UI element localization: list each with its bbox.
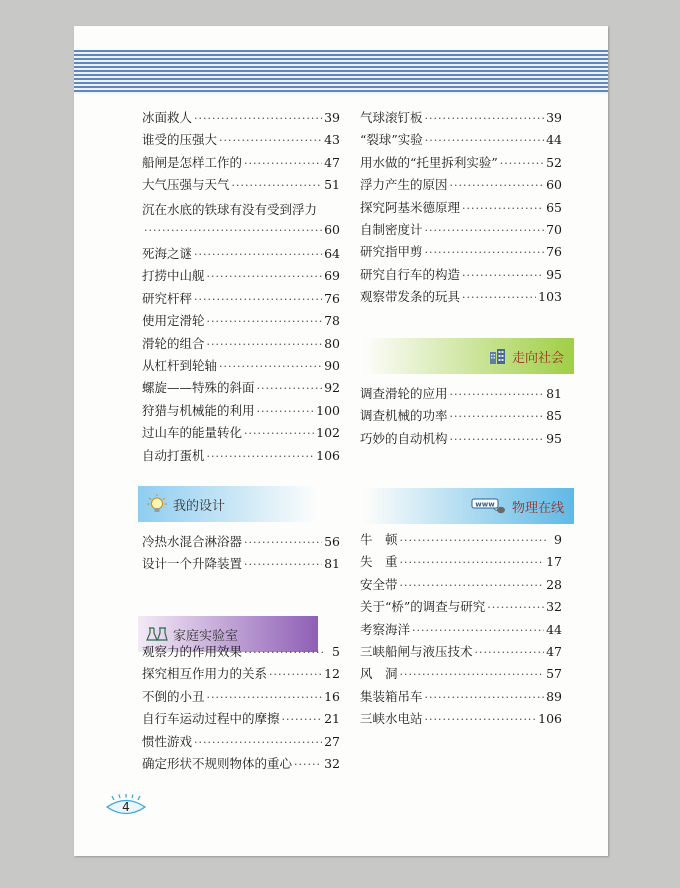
toc-page-number: 9 [554,532,562,547]
banner-label: 走向社会 [511,350,564,366]
toc-entry[interactable] [142,687,340,707]
toc-entry-title: 调查机械的功率 [360,408,448,424]
dot-leader [194,112,322,125]
dot-leader [425,713,537,726]
book-page [74,26,608,856]
dot-leader [425,224,545,237]
toc-entry[interactable] [142,108,340,128]
toc-entry-title: 巧妙的自动机构 [360,430,448,446]
toc-page-number: 95 [546,266,562,282]
online-banner [364,488,574,524]
banner-label: 家庭实验室 [173,628,239,644]
toc-page-number: 51 [324,177,340,193]
toc-entry[interactable] [142,289,340,309]
dot-leader [462,291,536,304]
dot-leader [194,293,322,306]
toc-page-number: 47 [546,644,562,659]
toc-entry[interactable] [360,687,562,707]
toc-page-number: 106 [538,711,562,727]
toc-entry-title: 不倒的小丑 [142,688,205,704]
toc-page-number: 32 [324,756,340,771]
toc-entry-title: 大气压强与天气 [142,177,230,193]
dot-leader [207,450,315,463]
toc-entry-wrap-title[interactable]: 沉在水底的铁球有没有受到浮力 [142,202,318,217]
dot-leader [425,134,544,147]
toc-page-number: 39 [324,110,340,125]
toc-entry[interactable] [360,130,562,150]
toc-entry[interactable] [360,429,562,449]
dot-leader [257,405,315,418]
toc-entry[interactable] [360,198,562,218]
toc-entry-title: 自动打蛋机 [142,447,205,463]
toc-entry-title: 自制密度计 [360,222,423,237]
toc-page-number: 60 [324,222,340,237]
dot-leader [244,646,324,659]
toc-entry-title: 考察海洋 [360,621,411,637]
toc-page-number: 52 [546,154,562,170]
toc-entry-title: 气球滚钉板 [360,110,423,125]
toc-entry[interactable] [360,575,562,595]
dot-leader [269,668,322,681]
toc-entry[interactable] [142,311,340,331]
dot-leader [194,736,322,749]
toc-entry-title: 风 洞 [360,666,398,682]
toc-entry[interactable] [360,709,562,729]
toc-page-number: 17 [546,554,562,570]
dot-leader [462,202,544,215]
toc-entry-title: 探究相互作用力的关系 [142,666,268,682]
toc-entry[interactable] [142,732,340,752]
toc-page-number: 5 [332,644,340,659]
dot-leader [244,427,314,440]
dot-leader [400,579,545,592]
dot-leader [294,758,322,771]
dot-leader [207,270,323,283]
toc-page-number: 81 [546,386,562,401]
toc-entry[interactable] [142,266,340,286]
toc-entry[interactable] [142,244,340,264]
toc-entry-title: 三峡水电站 [360,711,423,727]
toc-entry[interactable] [360,242,562,262]
toc-entry[interactable] [142,334,340,354]
toc-page-number: 44 [546,621,562,637]
toc-entry-title: 狩猎与机械能的利用 [142,402,255,418]
toc-page-number: 69 [324,268,340,284]
dot-leader [282,713,323,726]
toc-entry-title: 研究自行车的构造 [360,266,461,282]
toc-page-number: 70 [546,222,562,237]
toc-entry-title: 谁受的压强大 [142,132,218,148]
dot-leader [244,558,322,571]
toc-page-number: 76 [324,290,340,306]
toc-page-number: 76 [546,244,562,260]
header-stripe-band [74,50,608,94]
dot-leader [219,360,322,373]
society-banner [364,338,574,374]
lightbulb-icon [146,493,168,515]
toc-entry[interactable] [360,530,562,550]
toc-page-number: 81 [324,556,340,572]
toc-entry[interactable] [142,153,340,173]
toc-entry-title: 用水做的“托里拆利实验” [360,154,498,170]
toc-entry[interactable] [142,664,340,684]
toc-entry[interactable] [360,664,562,684]
dot-leader [400,556,545,569]
page-number-badge [104,794,148,822]
banner-label: 我的设计 [173,498,226,514]
toc-entry[interactable] [142,754,340,774]
dot-leader [450,179,545,192]
toc-entry[interactable] [360,406,562,426]
dot-leader [400,668,545,681]
toc-entry-title: 使用定滑轮 [142,313,205,329]
toc-page-number: 85 [546,408,562,424]
toc-entry[interactable] [360,552,562,572]
toc-entry-title: 冷热水混合淋浴器 [142,534,243,549]
toc-entry-title: 三峡船闸与液压技术 [360,644,473,659]
toc-entry[interactable] [360,597,562,617]
toc-entry-title: 探究阿基米德原理 [360,199,461,215]
toc-entry[interactable] [142,175,340,195]
toc-entry-title: 观察带发条的玩具 [360,289,461,305]
toc-entry[interactable] [360,108,562,128]
dot-leader [232,179,323,192]
page-number: 4 [122,800,130,814]
toc-page-number: 28 [546,576,562,592]
toc-entry[interactable] [360,642,562,662]
toc-entry-title: 冰面救人 [142,110,193,125]
beaker-icon [146,625,168,643]
dot-leader [450,388,545,401]
toc-entry[interactable] [142,130,340,150]
toc-entry-title: 打捞中山舰 [142,268,205,284]
dot-leader [425,246,545,259]
dot-leader [500,157,544,170]
toc-entry[interactable] [142,554,340,574]
building-icon [489,348,507,364]
toc-entry-title: 调查滑轮的应用 [360,386,448,401]
toc-entry[interactable] [360,175,562,195]
toc-entry-title: 惯性游戏 [142,733,193,749]
toc-entry-title: 过山车的能量转化 [142,425,243,441]
dot-leader [487,601,544,614]
toc-entry-title: 滑轮的组合 [142,335,205,351]
toc-entry-title: 船闸是怎样工作的 [142,154,243,170]
dot-leader [257,382,323,395]
toc-page-number: 103 [538,289,562,305]
toc-page-number: 16 [324,688,340,704]
toc-entry[interactable] [360,265,562,285]
toc-entry-title: 研究杆秤 [142,290,193,306]
banner-label: 物理在线 [511,500,564,516]
toc-entry[interactable] [142,532,340,552]
toc-page-number: 106 [316,447,340,463]
toc-entry[interactable] [142,709,340,729]
dot-leader [462,269,544,282]
dot-leader [412,624,544,637]
toc-entry[interactable] [142,642,340,662]
svg-text:www: www [475,500,495,509]
toc-entry-wrap-dots[interactable] [142,222,340,242]
dot-leader [450,433,545,446]
toc-entry-title: “裂球”实验 [360,132,423,148]
toc-entry-title: 设计一个升降装置 [142,556,243,572]
dot-leader [144,224,322,237]
toc-page-number: 12 [324,666,340,682]
dot-leader [425,112,545,125]
dot-leader [244,157,322,170]
toc-entry[interactable] [142,378,340,398]
toc-page-number: 27 [324,733,340,749]
toc-entry[interactable] [142,423,340,443]
toc-page-number: 60 [546,177,562,193]
toc-page-number: 65 [546,199,562,215]
dot-leader [194,248,322,261]
toc-entry-title: 集装箱吊车 [360,688,423,704]
dot-leader [425,691,545,704]
www-mouse-icon [471,497,507,515]
toc-entry-title: 螺旋——特殊的斜面 [142,380,255,396]
toc-page-number: 44 [546,132,562,148]
toc-page-number: 39 [546,110,562,125]
dot-leader [475,646,545,659]
toc-page-number: 102 [316,425,340,441]
toc-page-number: 100 [316,402,340,418]
toc-entry-title: 研究指甲剪 [360,244,423,260]
dot-leader [207,338,323,351]
toc-entry-title: 死海之谜 [142,246,193,261]
toc-entry[interactable] [142,401,340,421]
toc-entry[interactable] [360,153,562,173]
toc-entry-title: 关于“桥”的调查与研究 [360,599,486,615]
toc-page-number: 57 [546,666,562,682]
toc-page-number: 47 [324,154,340,170]
toc-page-number: 32 [546,599,562,615]
toc-entry-title: 失 重 [360,554,398,570]
toc-entry-title: 浮力产生的原因 [360,177,448,193]
toc-page-number: 90 [324,358,340,373]
dot-leader [400,534,546,547]
toc-entry-title: 自行车运动过程中的摩擦 [142,711,280,727]
toc-page-number: 64 [324,246,340,261]
toc-page-number: 56 [324,534,340,549]
toc-page-number: 89 [546,688,562,704]
toc-entry[interactable] [142,356,340,376]
dot-leader [450,410,545,423]
toc-entry-title: 观察力的作用效果 [142,644,243,659]
toc-page-number: 78 [324,313,340,329]
toc-entry[interactable] [360,620,562,640]
dot-leader [219,134,322,147]
toc-entry-title: 从杠杆到轮轴 [142,358,218,373]
dot-leader [207,315,323,328]
toc-entry[interactable] [360,220,562,240]
dot-leader [207,691,323,704]
toc-entry-title: 安全带 [360,576,398,592]
toc-entry-title: 确定形状不规则物体的重心 [142,756,293,771]
toc-page-number: 80 [324,335,340,351]
toc-page-number: 21 [324,711,340,727]
toc-entry[interactable] [360,384,562,404]
toc-page-number: 92 [324,380,340,396]
design-banner [138,486,318,522]
toc-entry[interactable] [360,287,562,307]
toc-entry-title: 牛 顿 [360,532,398,547]
toc-page-number: 95 [546,430,562,446]
toc-page-number: 43 [324,132,340,148]
dot-leader [244,536,322,549]
toc-entry[interactable] [142,446,340,466]
